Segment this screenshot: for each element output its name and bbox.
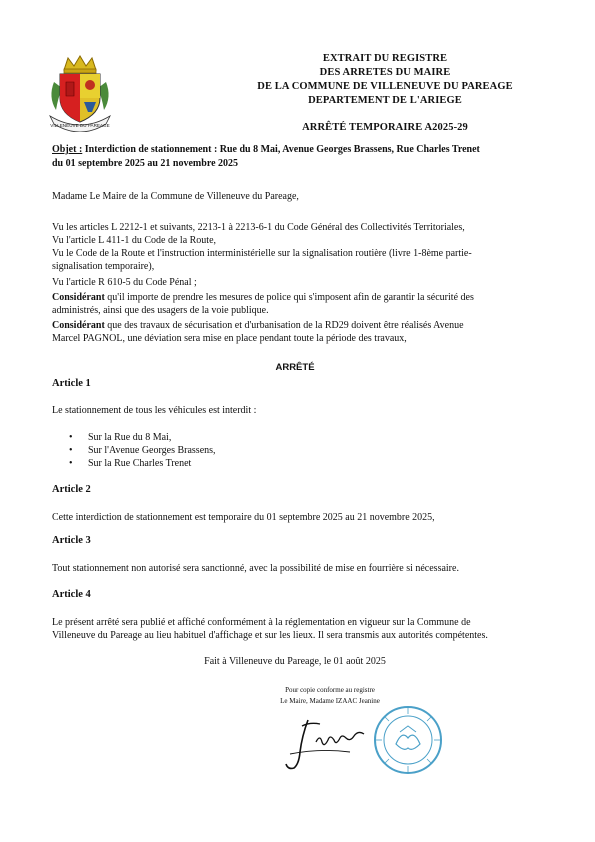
article-1-text: Le stationnement de tous les véhicules est interdit :: [52, 405, 257, 416]
article-1-title: Article 1: [52, 378, 91, 389]
maire-name: Le Maire, Madame IZAAC Jeanine: [280, 697, 380, 705]
vu-code-penal: Vu l'article R 610-5 du Code Pénal ;: [52, 277, 197, 288]
considerant-1-line-2: administrés, ainsi que des usagers de la voie publique.: [52, 305, 269, 316]
article-3-title: Article 3: [52, 535, 91, 546]
crest-banner-text: VILLENEUVE DU PAREAGE: [50, 123, 110, 128]
header-line-commune: DE LA COMMUNE DE VILLENEUVE DU PAREAGE: [257, 81, 513, 92]
vu-cgct: Vu les articles L 2212-1 et suivants, 2213-1 à 2213-6-1 du Code Général des Collectivités Territoriales,: [52, 222, 465, 233]
considerant-2-text: que des travaux de sécurisation et d'urbanisation de la RD29 doivent être réalisés Avenue: [104, 320, 464, 331]
header-line-registre: EXTRAIT DU REGISTRE: [322, 53, 448, 64]
considerant-1-label: Considérant: [52, 292, 105, 303]
header-line-arretes: DES ARRETES DU MAIRE: [319, 67, 451, 78]
article-1-item: • Sur la Rue du 8 Mai,: [72, 432, 171, 443]
commune-stamp: [372, 704, 444, 776]
article-4-line-2: Villeneuve du Pareage au lieu habituel d'affichage et sur les lieux. Il sera transmis aux autorités compétentes.: [52, 630, 488, 641]
article-4-line-1: Le présent arrêté sera publié et affiché conformément à la réglementation en vigueur sur la Commune de: [52, 617, 471, 628]
article-1-item: • Sur la Rue Charles Trenet: [72, 458, 191, 469]
article-1-item: • Sur l'Avenue Georges Brassens,: [72, 445, 216, 456]
objet-line-1: [52, 144, 538, 157]
considerant-2-label: Considérant: [52, 320, 105, 331]
commune-crest-logo: [44, 52, 116, 132]
header-line-departement: DEPARTEMENT DE L'ARIEGE: [308, 95, 462, 106]
pour-copie-conforme: Pour copie conforme au registre: [285, 686, 375, 694]
vu-code-route-instruction: Vu le Code de la Route et l'instruction interministérielle sur la signalisation routière (livre 1-8ème partie-: [52, 248, 472, 259]
article-2-text: Cette interdiction de stationnement est temporaire du 01 septembre 2025 au 21 novembre 2025,: [52, 512, 435, 523]
article-2-title: Article 2: [52, 484, 91, 495]
objet-text: Interdiction de stationnement : Rue du 8 Mai, Avenue Georges Brassens, Rue Charles Trenet: [82, 144, 480, 155]
article-4-title: Article 4: [52, 589, 91, 600]
objet-label: Objet :: [52, 144, 83, 155]
arrete-heading: ARRÊTÉ: [275, 362, 315, 373]
vu-code-route-l411: Vu l'article L 411-1 du Code de la Route,: [52, 235, 217, 246]
considerant-1-text: qu'il importe de prendre les mesures de police qui s'imposent afin de garantir la sécurité des: [104, 292, 474, 303]
arrete-title: ARRÊTÉ TEMPORAIRE A2025-29: [302, 122, 468, 133]
intro-line: Madame Le Maire de la Commune de Villeneuve du Pareage,: [52, 191, 299, 202]
considerant-1: [52, 292, 538, 305]
article-3-text: Tout stationnement non autorisé sera sanctionné, avec la possibilité de mise en fourrière si nécessaire.: [52, 563, 459, 574]
handwritten-signature: [280, 712, 380, 774]
vu-signalisation-temporaire: signalisation temporaire),: [52, 261, 155, 272]
objet-line-2: du 01 septembre 2025 au 21 novembre 2025: [52, 158, 239, 169]
fait-a-line: Fait à Villeneuve du Pareage, le 01 août 2025: [204, 656, 386, 667]
considerant-2-line-2: Marcel PAGNOL, une déviation sera mise en place pendant toute la période des travaux,: [52, 333, 407, 344]
considerant-2: [52, 320, 538, 333]
